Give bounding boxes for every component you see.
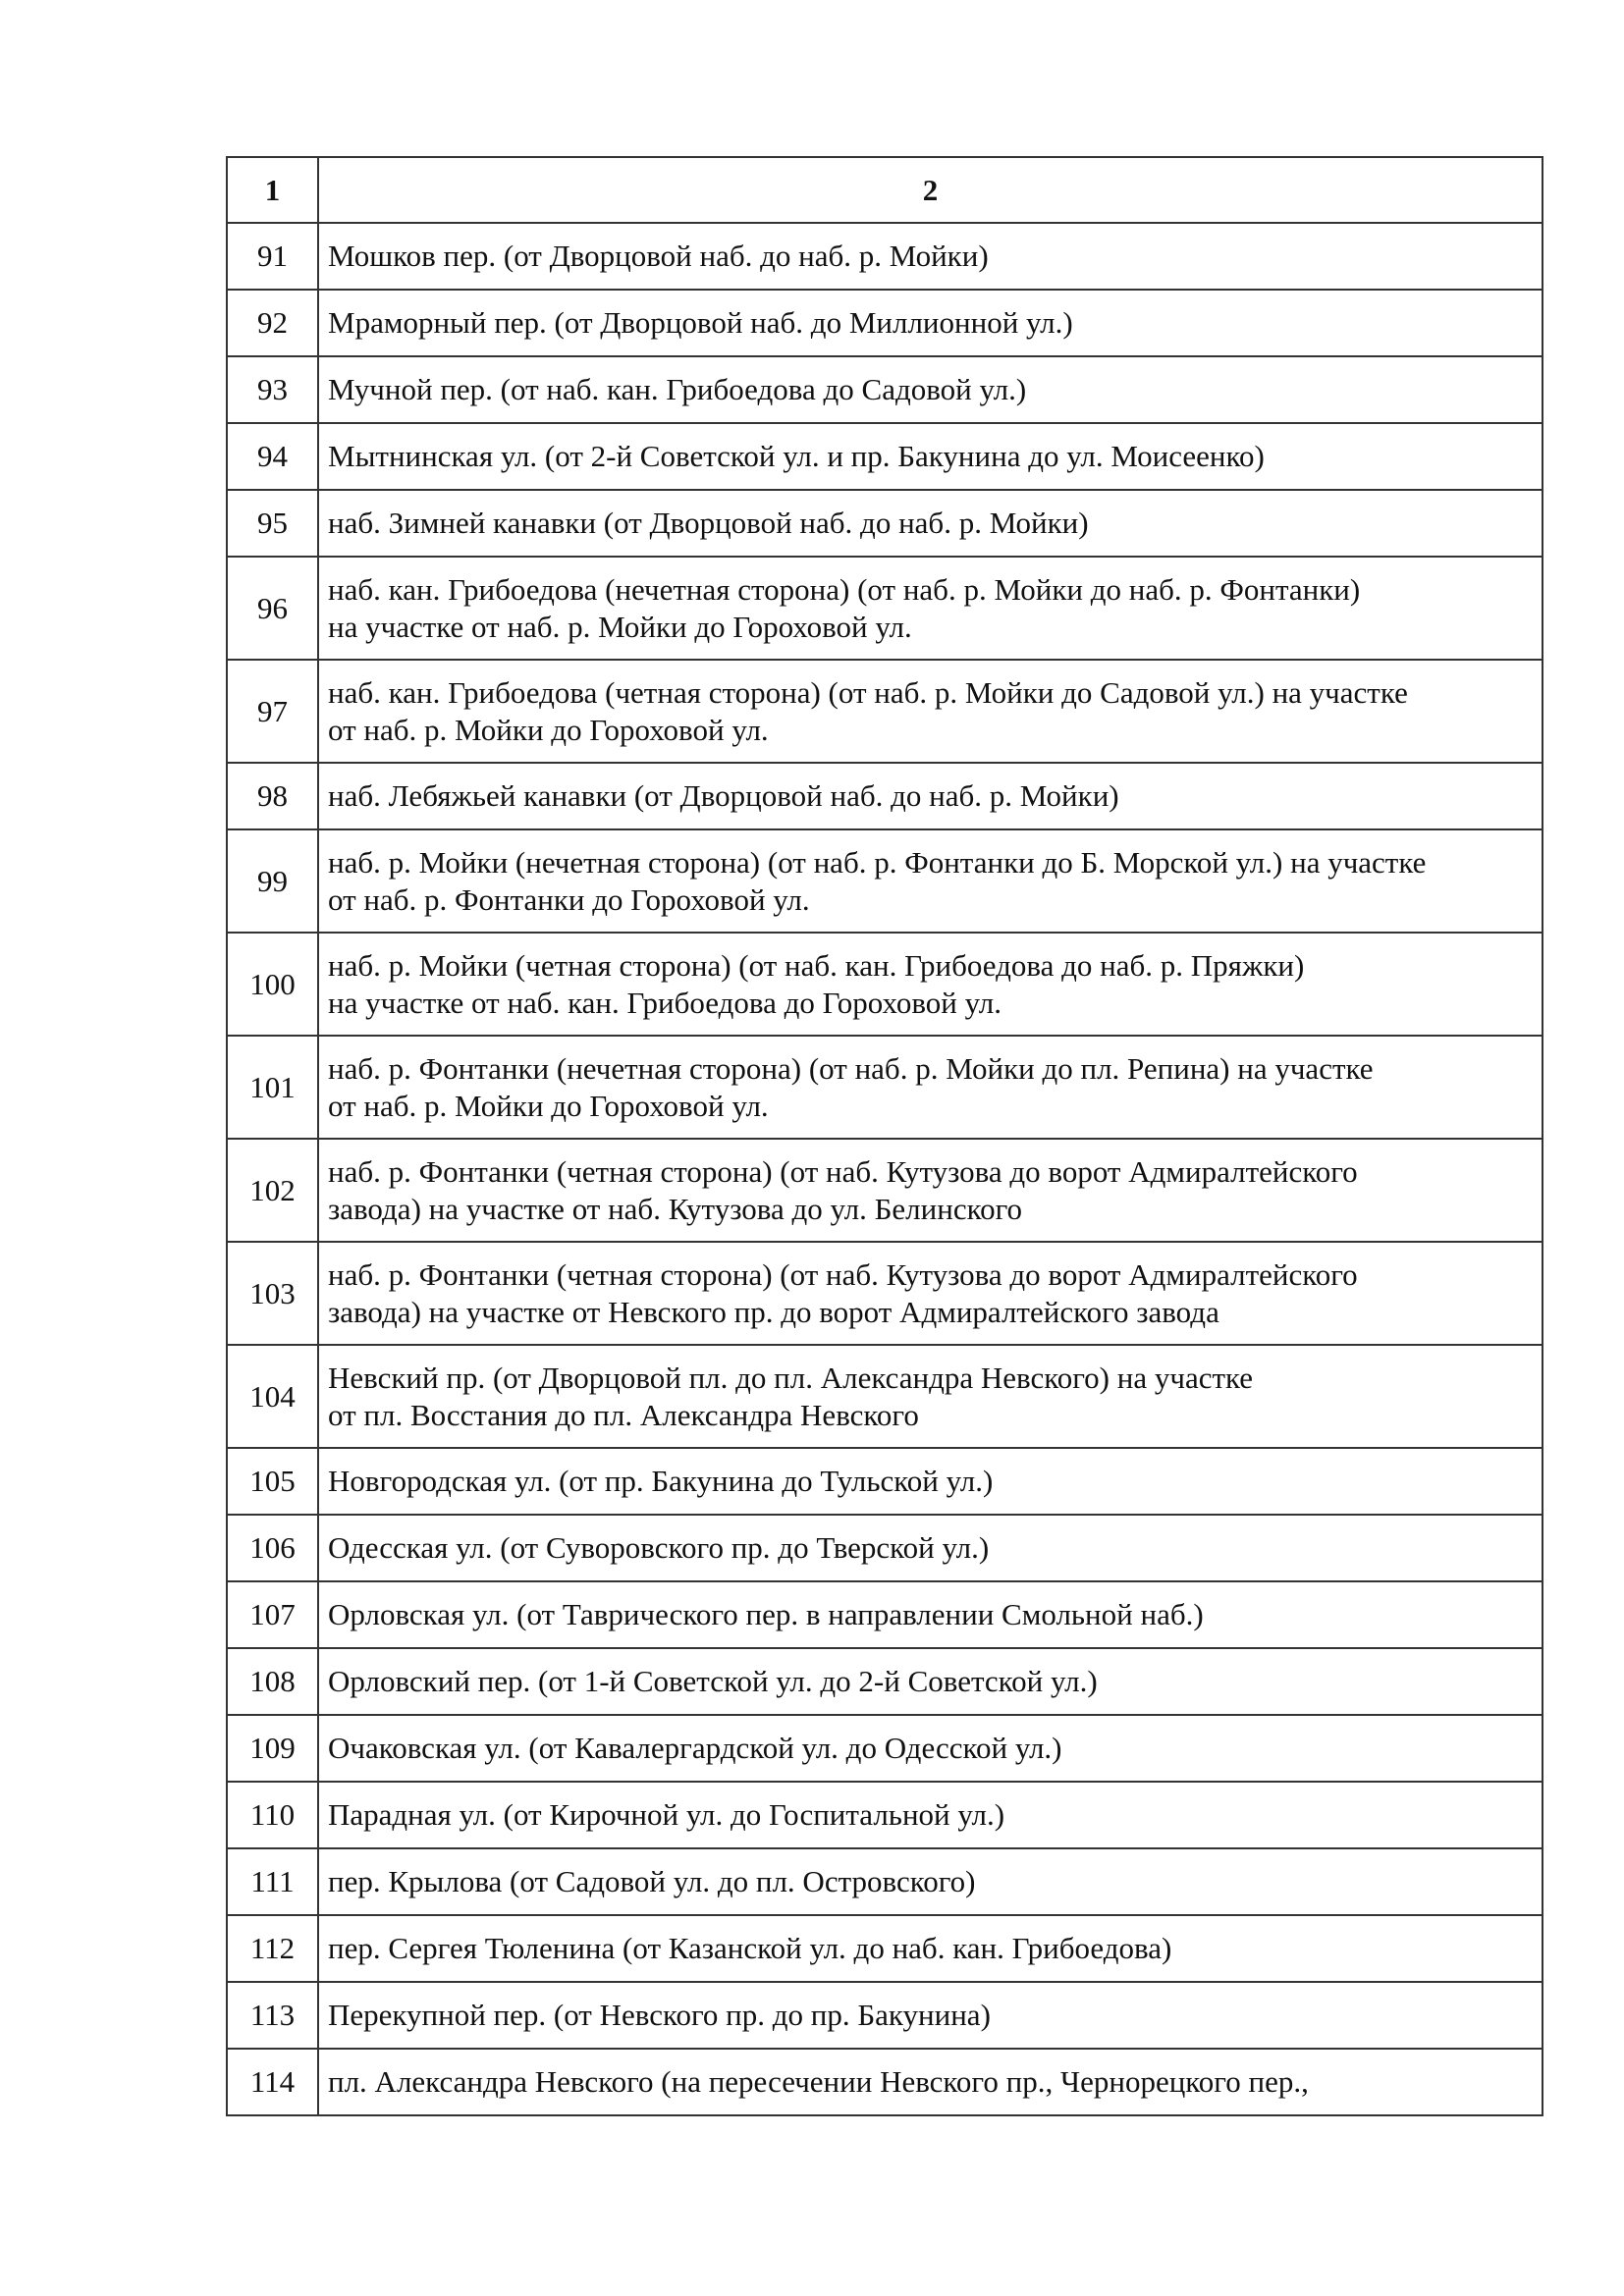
street-description (318, 1139, 1543, 1242)
table-row (227, 829, 1543, 933)
row-number: 104 (227, 1345, 318, 1448)
row-number: 106 (227, 1515, 318, 1581)
row-number: 95 (227, 490, 318, 557)
row-number: 92 (227, 290, 318, 356)
description-line: Парадная ул. (от Кирочной ул. до Госпитальной ул.) (328, 1797, 1005, 1832)
row-number: 108 (227, 1648, 318, 1715)
header-row (227, 157, 1543, 223)
description-line: пер. Сергея Тюленина (от Казанской ул. до наб. кан. Грибоедова) (328, 1931, 1172, 1965)
table-row (227, 490, 1543, 557)
table-row (227, 763, 1543, 829)
street-description (318, 490, 1543, 557)
description-line: Очаковская ул. (от Кавалергардской ул. до Одесской ул.) (328, 1731, 1062, 1765)
description-line: завода) на участке от наб. Кутузова до ул. Белинского (328, 1191, 1023, 1226)
header-cell-description: 2 (318, 157, 1543, 223)
row-number: 101 (227, 1036, 318, 1139)
description-line: наб. р. Мойки (четная сторона) (от наб. кан. Грибоедова до наб. р. Пряжки) (328, 947, 1305, 983)
table-row (227, 933, 1543, 1036)
row-number: 97 (227, 660, 318, 763)
description-line: завода) на участке от Невского пр. до ворот Адмиралтейского завода (328, 1294, 1219, 1329)
table-row (227, 1782, 1543, 1848)
street-description (318, 1782, 1543, 1848)
description-line: Мраморный пер. (от Дворцовой наб. до Миллионной ул.) (328, 305, 1073, 340)
street-description (318, 1915, 1543, 1982)
table-row (227, 356, 1543, 423)
description-line: пл. Александра Невского (на пересечении Невского пр., Чернорецкого пер., (328, 2064, 1309, 2099)
table-body (227, 157, 1543, 2115)
table-row (227, 423, 1543, 490)
street-description (318, 660, 1543, 763)
street-description (318, 1448, 1543, 1515)
description-line: наб. Лебяжьей канавки (от Дворцовой наб. до наб. р. Мойки) (328, 778, 1119, 813)
row-number: 111 (227, 1848, 318, 1915)
row-number: 109 (227, 1715, 318, 1782)
row-number: 107 (227, 1581, 318, 1648)
street-description (318, 223, 1543, 290)
street-description (318, 290, 1543, 356)
street-description (318, 1848, 1543, 1915)
table-row (227, 1915, 1543, 1982)
row-number: 102 (227, 1139, 318, 1242)
table-row (227, 1139, 1543, 1242)
table-row (227, 557, 1543, 660)
description-line: наб. р. Мойки (нечетная сторона) (от наб. р. Фонтанки до Б. Морской ул.) на участке (328, 844, 1427, 880)
description-line: Невский пр. (от Дворцовой пл. до пл. Александра Невского) на участке (328, 1360, 1254, 1395)
table-row (227, 1036, 1543, 1139)
description-line: наб. кан. Грибоедова (четная сторона) (от наб. р. Мойки до Садовой ул.) на участке (328, 674, 1408, 710)
description-line: на участке от наб. р. Мойки до Гороховой ул. (328, 609, 912, 644)
table-row (227, 1242, 1543, 1345)
description-line: Одесская ул. (от Суворовского пр. до Тверской ул.) (328, 1530, 990, 1565)
description-line: Мучной пер. (от наб. кан. Грибоедова до Садовой ул.) (328, 372, 1027, 406)
description-line: наб. кан. Грибоедова (нечетная сторона) (от наб. р. Мойки до наб. р. Фонтанки) (328, 571, 1361, 607)
description-line: наб. Зимней канавки (от Дворцовой наб. до наб. р. Мойки) (328, 506, 1089, 540)
description-line: Мытнинская ул. (от 2-й Советской ул. и пр. Бакунина до ул. Моисеенко) (328, 439, 1265, 473)
row-number: 96 (227, 557, 318, 660)
street-list-table (226, 156, 1543, 2116)
row-number: 99 (227, 829, 318, 933)
street-description (318, 1648, 1543, 1715)
description-line: на участке от наб. кан. Грибоедова до Гороховой ул. (328, 985, 1001, 1020)
description-line: от наб. р. Фонтанки до Гороховой ул. (328, 881, 810, 917)
row-number: 91 (227, 223, 318, 290)
description-line: Орловская ул. (от Таврического пер. в направлении Смольной наб.) (328, 1597, 1204, 1631)
description-line: от наб. р. Мойки до Гороховой ул. (328, 712, 769, 747)
row-number: 94 (227, 423, 318, 490)
street-description (318, 1515, 1543, 1581)
row-number: 114 (227, 2049, 318, 2115)
street-description (318, 1036, 1543, 1139)
table-row (227, 1345, 1543, 1448)
table-row (227, 1982, 1543, 2049)
description-line: Перекупной пер. (от Невского пр. до пр. Бакунина) (328, 1998, 991, 2032)
table-row (227, 1581, 1543, 1648)
row-number: 110 (227, 1782, 318, 1848)
table-row (227, 223, 1543, 290)
description-line: от наб. р. Мойки до Гороховой ул. (328, 1088, 769, 1123)
table-row (227, 1848, 1543, 1915)
description-line: пер. Крылова (от Садовой ул. до пл. Островского) (328, 1864, 976, 1898)
row-number: 113 (227, 1982, 318, 2049)
header-cell-number: 1 (227, 157, 318, 223)
row-number: 105 (227, 1448, 318, 1515)
description-line: от пл. Восстания до пл. Александра Невского (328, 1397, 919, 1432)
street-description (318, 423, 1543, 490)
description-line: Новгородская ул. (от пр. Бакунина до Тульской ул.) (328, 1464, 994, 1498)
table-row (227, 1715, 1543, 1782)
table-row (227, 2049, 1543, 2115)
table-row (227, 290, 1543, 356)
street-description (318, 557, 1543, 660)
street-description (318, 2049, 1543, 2115)
street-description (318, 933, 1543, 1036)
street-description (318, 1242, 1543, 1345)
row-number: 100 (227, 933, 318, 1036)
table-row (227, 1648, 1543, 1715)
row-number: 103 (227, 1242, 318, 1345)
description-line: Орловский пер. (от 1-й Советской ул. до 2-й Советской ул.) (328, 1664, 1098, 1698)
street-description (318, 829, 1543, 933)
street-description (318, 1581, 1543, 1648)
street-description (318, 1345, 1543, 1448)
row-number: 93 (227, 356, 318, 423)
row-number: 112 (227, 1915, 318, 1982)
table-row (227, 1515, 1543, 1581)
table-row (227, 660, 1543, 763)
description-line: наб. р. Фонтанки (нечетная сторона) (от наб. р. Мойки до пл. Репина) на участке (328, 1050, 1374, 1086)
street-description (318, 1982, 1543, 2049)
street-description (318, 763, 1543, 829)
street-description (318, 356, 1543, 423)
street-description (318, 1715, 1543, 1782)
description-line: Мошков пер. (от Дворцовой наб. до наб. р. Мойки) (328, 239, 989, 273)
row-number: 98 (227, 763, 318, 829)
description-line: наб. р. Фонтанки (четная сторона) (от наб. Кутузова до ворот Адмиралтейского (328, 1256, 1358, 1292)
description-line: наб. р. Фонтанки (четная сторона) (от наб. Кутузова до ворот Адмиралтейского (328, 1153, 1358, 1189)
table-row (227, 1448, 1543, 1515)
